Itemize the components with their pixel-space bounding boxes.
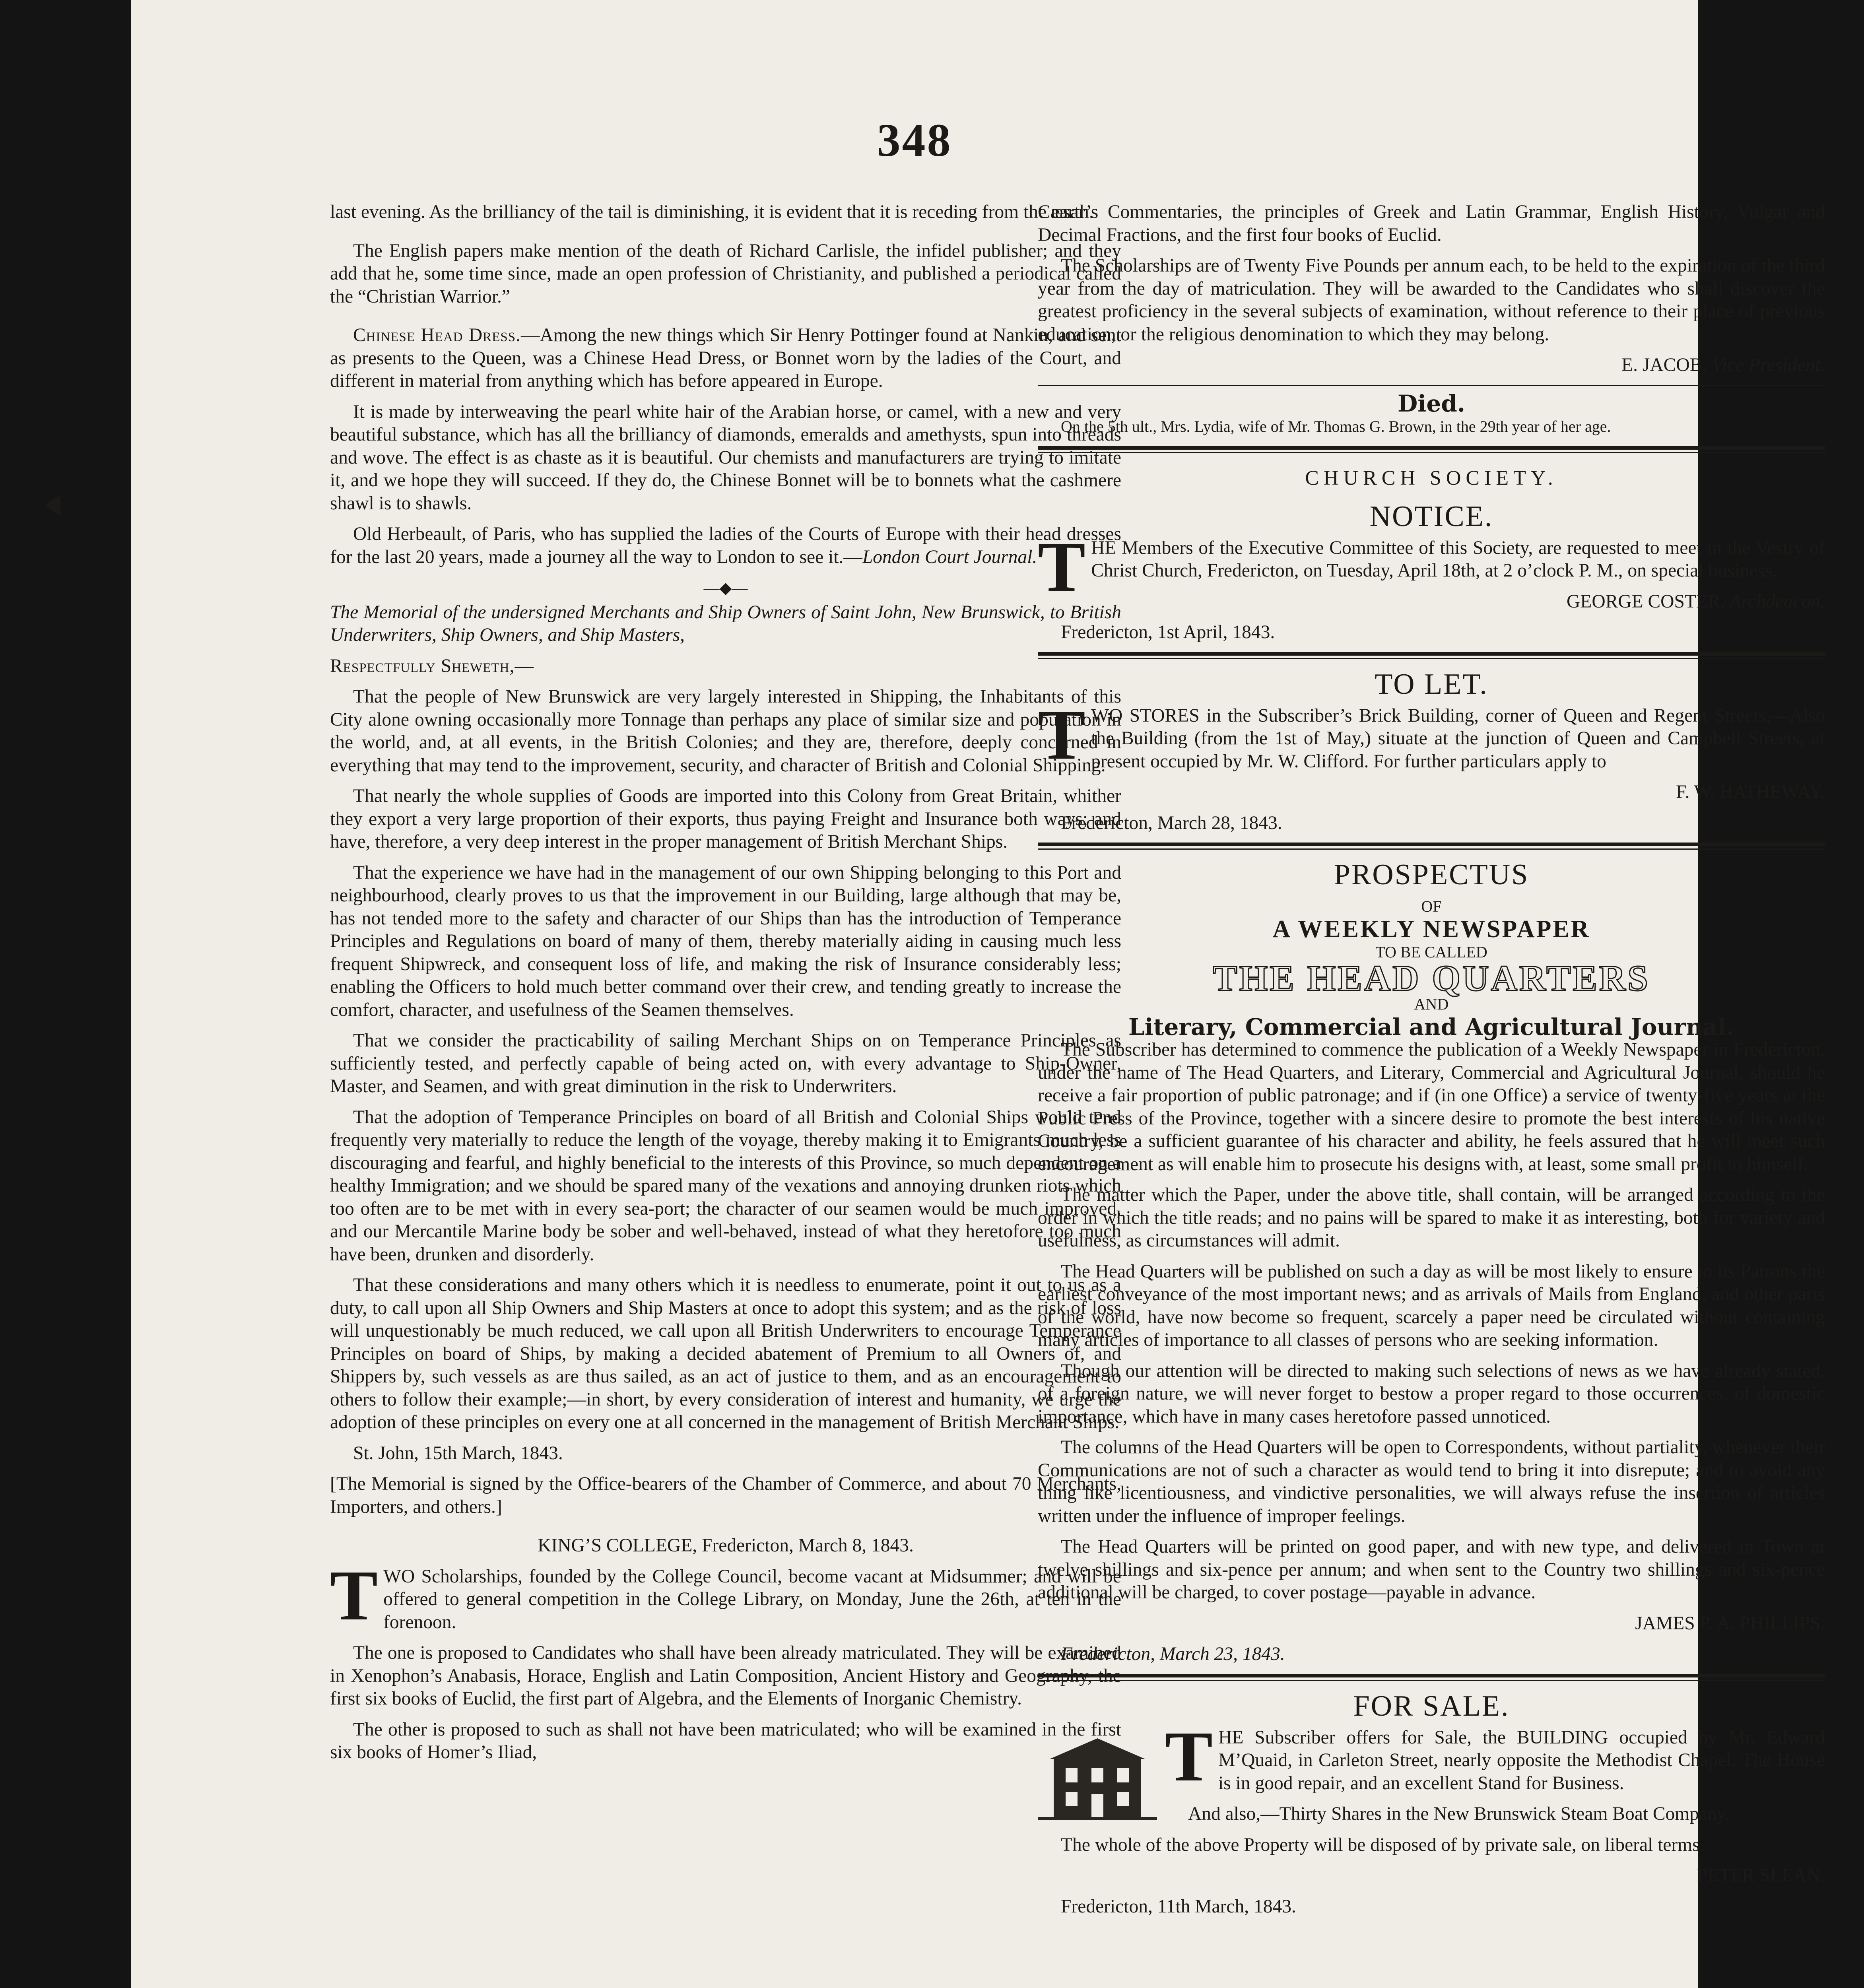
kings-college-heading: KING’S COLLEGE, Fredericton, March 8, 1843.: [538, 1535, 914, 1556]
drop-cap: T: [330, 1555, 378, 1635]
for-sale-heading: FOR SALE.: [1353, 1689, 1510, 1722]
memorial-paragraph: That we consider the practicability of sailing Merchant Ships on on Temperance Principles as sufficiently tested, and perfectly capable of being acted on, with every advantage to Ship-Owner, Master, and Seamen, and with great diminution in the risk to Underwriters.: [330, 1030, 1121, 1097]
chinese-head-dress-heading: Chinese Head Dress.: [353, 325, 521, 346]
church-society-heading: CHURCH SOCIETY.: [1305, 466, 1558, 489]
head-quarters-title: THE HEAD QUARTERS: [1213, 957, 1650, 998]
drop-cap: T: [1038, 695, 1086, 774]
prospectus-paragraph: The columns of the Head Quarters will be open to Correspondents, without partiality, whenever their Communications are not of such a character as would tend to bring it into disrepute; and to avoid any thing like licentiousness, and vindictive personalities, we will always refuse the insertion of articles written under the influence of improper feelings.: [1038, 1437, 1825, 1526]
to-let-heading: TO LET.: [1375, 668, 1488, 701]
memorial-paragraph: That the people of New Brunswick are very largely interested in Shipping, the Inhabitants of this City alone owning occasionally more Tonnage than perhaps any place of similar size and population in the world, and, at all events, in the British Colonies; and they are, therefore, deeply concerned in everything that may tend to the improvement, security, and character of British and Colonial Shipping.: [330, 686, 1121, 776]
scholarship-paragraph: The Scholarships are of Twenty Five Pounds per annum each, to be held to the expiration of the third year from the day of matriculation. They will be awarded to the Candidates who shall discover the greatest proficiency in the several subjects of examination, without reference to their place of previous education, or the religious denomination to which they may belong.: [1038, 255, 1825, 345]
kings-college-paragraph: The other is proposed to such as shall not have been matriculated; who will be examined in the first six books of Homer’s Iliad,: [330, 1719, 1121, 1763]
memorial-paragraph: That the adoption of Temperance Principles on board of all British and Colonial Ships would tend frequently very materially to reduce the length of the voyage, thereby making it to Emigrants much less discouraging and fearful, and highly beneficial to the interests of this Province, so much dependent on a healthy Immigration; and we should be spared many of the vexations and annoying drunken riots which too often are to be met with in every sea-port; the character of our seamen would be much improved, and our Mercantile Marine body be sober and well-behaved, instead of what they heretofore too much have been, drunken and disorderly.: [330, 1107, 1121, 1265]
prospectus-and: AND: [1414, 995, 1449, 1013]
journal-subtitle: Literary, Commercial and Agricultural Journal.: [1128, 1013, 1735, 1041]
to-let-dateline: Fredericton, March 28, 1843.: [1061, 812, 1282, 833]
left-column: [330, 201, 1121, 1772]
ornament-divider: —◆—: [703, 579, 748, 597]
prospectus-paragraph: The Head Quarters will be printed on good paper, and with new type, and delivered in Town at twelve shillings and six-pence per annum; and when sent to the Country two shillings and six-pence additional will be charged, to cover postage—payable in advance.: [1038, 1536, 1825, 1603]
page-edge-marker-icon: [45, 495, 60, 516]
herbeault-paragraph: Old Herbeault, of Paris, who has supplied the ladies of the Courts of Europe with their head dresses for the last 20 years, made a journey all the way to London to see it.—London Court Journal.: [330, 524, 1121, 567]
for-sale-dateline: Fredericton, 11th March, 1843.: [1061, 1896, 1296, 1917]
newspaper-page: [131, 0, 1825, 1988]
comet-paragraph: last evening. As the brilliancy of the tail is diminishing, it is evident that it is receding from the earth.: [330, 202, 1094, 222]
page-number: 348: [877, 114, 952, 166]
prospectus-paragraph: The Subscriber has determined to commence the publication of a Weekly Newspaper in Fredericton, under the name of The Head Quarters, and Literary, Commercial and Agricultural Journal, should he receive a fair proportion of public patronage; and if (in one Office) a service of twenty-five years at the Public Press of the Province, together with a sincere desire to promote the best interests of his native Country, be a sufficient guarantee of his character and ability, he feels assured that he will meet such encouragement as will enable him to prosecute his designs with, at least, some small profit to himself.: [1038, 1039, 1825, 1175]
for-sale-signature: PETER SLEAN.: [1697, 1865, 1825, 1886]
died-heading: Died.: [1398, 390, 1465, 417]
for-sale-paragraph: And also,—Thirty Shares in the New Brunswick Steam Boat Company.: [1188, 1804, 1730, 1824]
notice-heading: NOTICE.: [1369, 500, 1493, 533]
chinese-bonnet-paragraph: It is made by interweaving the pearl white hair of the Arabian horse, or camel, with a new and very beautiful substance, which has all the brilliancy of diamonds, emeralds and amethysts, spun into threads and wove. The effect is as chaste as it is beautiful. Our chemists and manufacturers are trying to imitate it, and we hope they will succeed. If they do, the Chinese Bonnet will be to bonnets what the cashmere shawl is to shawls.: [330, 401, 1121, 514]
divider: [1038, 1674, 1825, 1681]
notice-dateline: Fredericton, 1st April, 1843.: [1061, 622, 1275, 643]
for-sale-paragraph: THE Subscriber offers for Sale, the BUILDING occupied by Mr. Edward M’Quaid, in Carleton Street, nearly opposite the Methodist Chapel. The House is in good repair, and an excellent Stand for Business.: [1165, 1716, 1825, 1796]
prospectus-paragraph: The matter which the Paper, under the above title, shall contain, will be arranged according to the order in which the title reads; and no pains will be spared to make it as interesting, both for variety and usefulness, as circumstances will admit.: [1038, 1184, 1825, 1251]
right-column: [1038, 201, 1825, 1926]
divider: [1038, 843, 1825, 850]
divider: [1038, 385, 1825, 386]
source-credit: London Court Journal.: [862, 546, 1037, 567]
memorial-paragraph: That these considerations and many others which it is needless to enumerate, point it out to us as a duty, to call upon all Ship Owners and Ship Masters at once to adopt this system; and as the risk of loss will unquestionably be much reduced, we call upon all British Underwriters to encourage Temperance Principles on board of Ships, by making a decided abatement of Premium to all Owners of, and Shippers by, such vessels as are thus sailed, as an act of justice to them, and as an encouragement to others to follow their example;—in short, by every consideration of interest and humanity, we urge the adoption of these principles on every one at all concerned in the management of British Merchant Ships.: [330, 1275, 1121, 1433]
memorial-paragraph: That the experience we have had in the management of our own Shipping belonging to this Port and neighbourhood, clearly proves to us that the improvement in our Building, large although that may be, has not tended more to the safety and character of our Ships than has the introduction of Temperance Principles and Regulations on board of many of them, thereby materially aiding in causing much less frequent Shipwreck, and consequent loss of life, and making the risk of Insurance considerably less; enabling the Officers to hold much better command over their crew, and tending greatly to increase the comfort, character, and usefulness of the Seamen themselves.: [330, 862, 1121, 1020]
memorial-paragraph: That nearly the whole supplies of Goods are imported into this Colony from Great Britain, whither they export a very large proportion of their exports, thus paying Freight and Insurance both ways; and have, therefore, a very deep interest in the proper management of British Merchant Ships.: [330, 786, 1121, 852]
divider: [1038, 652, 1825, 659]
kings-college-signature: E. JACOB, Vice President.: [1621, 355, 1825, 375]
prospectus-paragraph: The Head Quarters will be published on such a day as will be most likely to ensure to its Patrons the earliest conveyance of the most important news; and as arrivals of Mails from England, and other parts of the world, have now become so frequent, scarcely a paper need be circulated without containing many articles of importance to all classes of persons who are seeking information.: [1038, 1261, 1825, 1350]
drop-cap: T: [1165, 1716, 1213, 1796]
died-notice: On the 5th ult., Mrs. Lydia, wife of Mr. Thomas G. Brown, in the 29th year of her age.: [1061, 417, 1611, 435]
kings-college-paragraph: The one is proposed to Candidates who shall have been already matriculated. They will be examined in Xenophon’s Anabasis, Horace, English and Latin Composition, Ancient History and Geography, the first six books of Euclid, the first part of Algebra, and the Elements of Inorganic Chemistry.: [330, 1642, 1121, 1709]
notice-signature: GEORGE COSTER, Archdeacon.: [1567, 591, 1825, 612]
memorial-signature-note: [The Memorial is signed by the Office-bearers of the Chamber of Commerce, and about 70 Merchants, Importers, and others.]: [330, 1474, 1121, 1517]
memorial-dateline: St. John, 15th March, 1843.: [353, 1442, 563, 1464]
for-sale-paragraph: The whole of the above Property will be disposed of by private sale, on liberal terms.: [1061, 1834, 1705, 1855]
kings-college-continued: Cæsar’s Commentaries, the principles of Greek and Latin Grammar, English History, Vulgar and Decimal Fractions, and the first four books of Euclid.: [1038, 202, 1825, 245]
prospectus-of: OF: [1421, 897, 1442, 915]
carlisle-paragraph: The English papers make mention of the death of Richard Carlisle, the infidel publisher; and they add that he, some time since, made an open profession of Christianity, and published a periodical called the “Christian Warrior.”: [330, 240, 1121, 307]
divider: [1038, 446, 1825, 453]
memorial-title: The Memorial of the undersigned Merchants and Ship Owners of Saint John, New Brunswick, to British Underwriters, Ship Owners, and Ship Masters,: [330, 602, 1121, 645]
prospectus-paragraph: Though our attention will be directed to making such selections of news as we have already stated, of a foreign nature, we will never forget to bestow a proper regard to those occurrences, of domestic importance, which have in many cases heretofore passed unnoticed.: [1038, 1360, 1825, 1427]
prospectus-heading: PROSPECTUS: [1334, 858, 1529, 891]
drop-cap: T: [1038, 527, 1086, 606]
prospectus-weekly-newspaper: A WEEKLY NEWSPAPER: [1272, 915, 1590, 943]
to-let-signature: F. W. HATHEWAY.: [1676, 782, 1825, 802]
prospectus-to-be-called: TO BE CALLED: [1375, 943, 1487, 961]
chinese-head-dress-paragraph: Chinese Head Dress.—Among the new things which Sir Henry Pottinger found at Nankin, and sent as presents to the Queen, was a Chinese Head Dress, or Bonnet worn by the ladies of the Court, and different in material from anything which has before appeared in Europe.: [330, 325, 1121, 391]
notice-paragraph: THE Members of the Executive Committee of this Society, are requested to meet in the Vestry of Christ Church, Fredericton, on Tuesday, April 18th, at 2 o’clock P. M., on special business.: [1038, 527, 1825, 606]
memorial-salutation: Respectfully Sheweth,—: [330, 655, 534, 676]
to-let-paragraph: TWO STORES in the Subscriber’s Brick Building, corner of Queen and Regent Streets,—Also the Building (from the 1st of May,) situate at the junction of Queen and Campbell Streets, at present occupied by Mr. W. Clifford. For further particulars apply to: [1038, 695, 1825, 774]
kings-college-paragraph: TWO Scholarships, founded by the College Council, become vacant at Midsummer; and will be offered to general competition in the College Library, on Monday, June the 26th, at ten in the forenoon.: [330, 1555, 1121, 1635]
prospectus-signature: JAMES P. A. PHILLIPS.: [1635, 1613, 1825, 1634]
building-icon: [1038, 1730, 1157, 1822]
prospectus-dateline: Fredericton, March 23, 1843.: [1061, 1644, 1285, 1664]
